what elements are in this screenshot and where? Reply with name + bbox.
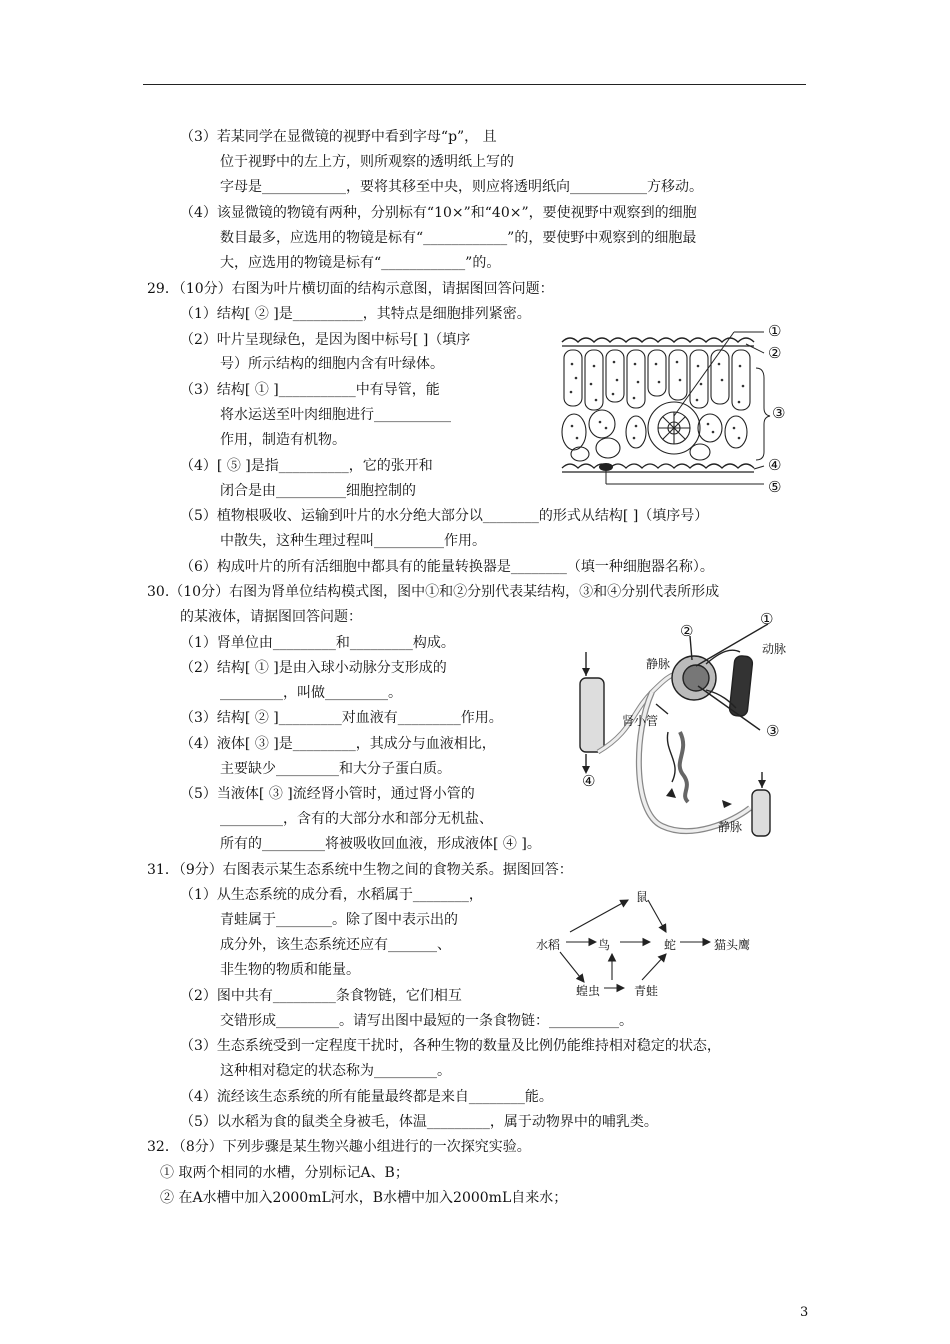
q31-3-line2: 这种相对稳定的状态称为_________。: [220, 1063, 451, 1079]
q32-title: 32．（8分）下列步骤是某生物兴趣小组进行的一次探究实验。: [147, 1139, 531, 1155]
q30-2-line2: _________，叫做_________。: [220, 685, 402, 701]
q28-4-line1: （4）该显微镜的物镜有两种，分别标有“10×”和“40×”，要使视野中观察到的细胞: [180, 205, 697, 221]
q30-title-line2: 的某液体，请据图回答问题：: [180, 609, 362, 625]
food-web-locust: 蝗虫: [576, 984, 601, 998]
q31-2-line1: （2）图中共有_________条食物链，它们相互: [180, 988, 462, 1004]
q29-2-line1: （2）叶片呈现绿色，是因为图中标号[ ]（填序: [180, 332, 471, 348]
q31-1-line2: 青蛙属于________。除了图中表示出的: [220, 912, 458, 928]
q32-step1: ① 取两个相同的水槽，分别标记A、B；: [160, 1165, 409, 1181]
kidney-label-1: ①: [760, 610, 774, 628]
q29-2-line2: 号）所示结构的细胞内含有叶绿体。: [220, 356, 444, 372]
q30-5-line2: _________，含有的大部分水和部分无机盐、: [220, 811, 493, 827]
q29-5-line1: （5）植物根吸收、运输到叶片的水分绝大部分以________的形式从结构[ ]（填序号）: [180, 508, 709, 524]
q28-3-line1: （3）若某同学在显微镜的视野中看到字母“p”， 且: [180, 129, 497, 145]
leaf-label-5: ⑤: [768, 478, 782, 496]
label-vein-lower: 静脉: [718, 820, 743, 834]
q30-5-line3: 所有的_________将被吸收回血液，形成液体[ ④ ]。: [220, 836, 541, 852]
q29-6: （6）构成叶片的所有活细胞中都具有的能量转换器是________（填一种细胞器名称）。: [180, 559, 714, 575]
q29-1: （1）结构[ ② ]是__________，其特点是细胞排列紧密。: [180, 306, 531, 322]
page-number: 3: [800, 1305, 809, 1320]
leaf-label-1: ①: [768, 322, 782, 340]
label-vein-upper: 静脉: [646, 657, 671, 671]
q29-3-line2: 将水运送至叶肉细胞进行___________: [220, 407, 451, 423]
food-web-snake: 蛇: [664, 938, 677, 952]
food-web-frog: 青蛙: [634, 984, 659, 998]
label-artery: 动脉: [762, 642, 787, 656]
q31-5: （5）以水稻为食的鼠类全身被毛，体温_________，属于动物界中的哺乳类。: [180, 1114, 658, 1130]
q28-3-line3: 字母是____________，要将其移至中央，则应将透明纸向___________方移动。: [220, 179, 703, 195]
q29-3-line3: 作用，制造有机物。: [220, 432, 346, 448]
q29-5-line2: 中散失，这种生理过程叫__________作用。: [220, 533, 486, 549]
label-renal-tubule: 肾小管: [622, 714, 659, 728]
leaf-cross-section-diagram: [550, 320, 790, 500]
kidney-label-4: ④: [582, 772, 596, 790]
q28-3-line2: 位于视野中的左上方，则所观察的透明纸上写的: [220, 154, 514, 170]
q30-4-line2: 主要缺少_________和大分子蛋白质。: [220, 761, 451, 777]
food-web-bird: 鸟: [598, 938, 611, 952]
food-web-rice: 水稻: [536, 938, 561, 952]
q31-1-line4: 非生物的物质和能量。: [220, 962, 360, 978]
q31-title: 31．（9分）右图表示某生态系统中生物之间的食物关系。据图回答：: [147, 862, 573, 878]
kidney-label-3: ③: [766, 722, 780, 740]
q30-5-line1: （5）当液体[ ③ ]流经肾小管时，通过肾小管的: [180, 786, 475, 802]
q29-4-line1: （4）[ ⑤ ]是指__________，它的张开和: [180, 458, 433, 474]
q29-3-line1: （3）结构[ ① ]___________中有导管，能: [180, 382, 440, 398]
q30-title-line1: 30.（10分）右图为肾单位结构模式图，图中①和②分别代表某结构，③和④分别代表所形成: [147, 584, 720, 600]
q29-title: 29．（10分）右图为叶片横切面的结构示意图，请据图回答问题：: [147, 281, 554, 297]
food-web-owl: 猫头鹰: [714, 938, 751, 952]
food-web-mouse: 鼠: [636, 890, 649, 904]
q28-4-line3: 大，应选用的物镜是标有“____________”的。: [220, 255, 501, 271]
leaf-label-3: ③: [772, 404, 786, 422]
q30-1: （1）肾单位由_________和_________构成。: [180, 635, 455, 651]
q31-4: （4）流经该生态系统的所有能量最终都是来自________能。: [180, 1089, 553, 1105]
q31-1-line1: （1）从生态系统的成分看，水稻属于________，: [180, 887, 483, 903]
q31-2-line2: 交错形成_________。请写出图中最短的一条食物链：__________。: [220, 1013, 633, 1029]
kidney-label-2: ②: [680, 622, 694, 640]
q30-4-line1: （4）液体[ ③ ]是_________，其成分与血液相比，: [180, 736, 496, 752]
q29-4-line2: 闭合是由__________细胞控制的: [220, 483, 416, 499]
q30-3: （3）结构[ ② ]_________对血液有_________作用。: [180, 710, 503, 726]
header-rule: [143, 84, 806, 85]
q28-4-line2: 数目最多，应选用的物镜是标有“____________”的，要使野中观察到的细胞最: [220, 230, 697, 246]
leaf-label-4: ④: [768, 456, 782, 474]
leaf-label-2: ②: [768, 344, 782, 362]
q31-1-line3: 成分外，该生态系统还应有_______、: [220, 937, 451, 953]
q30-2-line1: （2）结构[ ① ]是由入球小动脉分支形成的: [180, 660, 447, 676]
q32-step2: ② 在A水槽中加入2000mL河水，B水槽中加入2000mL自来水；: [160, 1190, 568, 1206]
q31-3-line1: （3）生态系统受到一定程度干扰时，各种生物的数量及比例仍能维持相对稳定的状态，: [180, 1038, 721, 1054]
